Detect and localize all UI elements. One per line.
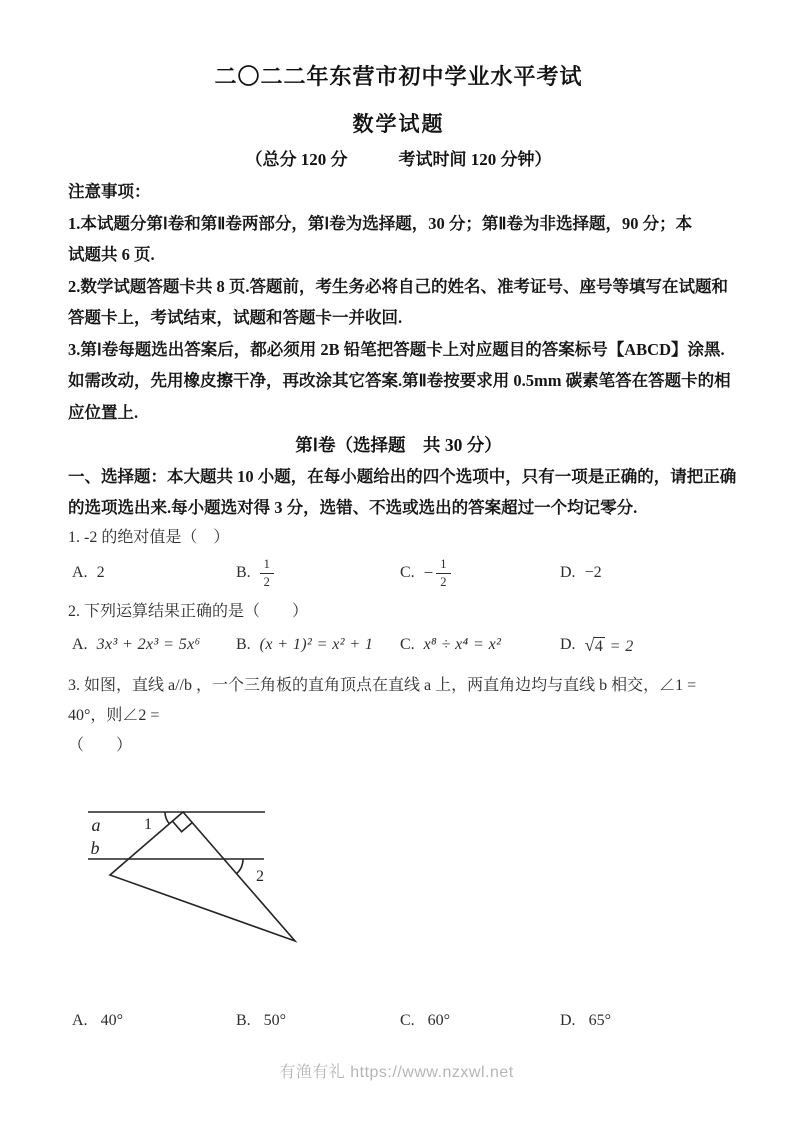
watermark-footer: 有渔有礼 https://www.nzxwl.net <box>279 1064 514 1081</box>
option-label: C. <box>400 636 415 653</box>
option-value: 2 <box>96 564 105 581</box>
triangle <box>110 812 295 941</box>
q2-option-d <box>560 635 729 656</box>
radicand: 4 <box>594 637 604 655</box>
minus-sign: − <box>423 563 434 582</box>
fraction-numerator: 1 <box>260 557 274 573</box>
notice-line: 答题卡上，考试结束，试题和答题卡一并收回. <box>68 308 403 327</box>
section1-intro <box>68 462 737 523</box>
q1-option-b <box>236 557 400 589</box>
option-formula: (x + 1)² = x² + 1 <box>259 636 374 653</box>
option-label: C. <box>400 1012 415 1029</box>
option-formula: 3x³ + 2x³ = 5x⁶ <box>96 636 201 653</box>
exam-info: （总分 120 分 考试时间 120 分钟） <box>245 150 552 169</box>
question1-stem: 1. -2 的绝对值是（ ） <box>68 529 230 546</box>
question1-options <box>68 553 729 593</box>
notice-line: 应位置上. <box>68 402 139 422</box>
formula-rest: = 2 <box>605 637 634 655</box>
question2-stem: 2. 下列运算结果正确的是（ ） <box>68 603 309 620</box>
q1-option-c <box>400 557 560 589</box>
q2-option-c <box>400 636 560 654</box>
notice-line: 2.数学试题答题卡共 8 页.答题前，考生务必将自己的姓名、准考证号、座号等填写在试题和 <box>68 276 728 296</box>
option-value: 60° <box>427 1012 451 1029</box>
intro-line: 的选项选出来.每小题选对得 3 分，选错、不选或选出的答案超过一个均记零分. <box>68 497 638 517</box>
label-line-a: a <box>91 815 101 835</box>
angle2-arc <box>236 859 243 874</box>
fraction <box>436 557 450 589</box>
option-value: −2 <box>584 564 602 581</box>
option-label: B. <box>236 1012 251 1029</box>
notice-line: 试题共 6 页. <box>68 245 155 264</box>
notice-heading: 注意事项： <box>68 182 151 201</box>
question2-options <box>68 629 729 661</box>
notice-line: 3.第Ⅰ卷每题选出答案后，都必须用 2B 铅笔把答题卡上对应题目的答案标号【ABCD】涂黑. <box>68 339 725 359</box>
option-label: A. <box>72 636 88 653</box>
q1-option-d <box>560 564 729 582</box>
question3-figure <box>80 796 320 956</box>
fraction <box>260 557 274 589</box>
section1-header: 第Ⅰ卷（选择题 共 30 分） <box>295 435 502 455</box>
label-line-b: b <box>90 838 100 858</box>
angle1-label: 1 <box>144 816 152 833</box>
q3-stem-line: （ ） <box>68 737 133 754</box>
angle1-arc <box>165 812 169 824</box>
q3-option-b <box>236 1012 400 1030</box>
q1-option-a <box>72 564 236 582</box>
option-label: B. <box>236 636 251 653</box>
right-angle-mark <box>172 821 192 832</box>
question3-options <box>68 1006 729 1036</box>
intro-line: 一、选择题：本大题共 10 小题，在每小题给出的四个选项中，只有一项是正确的，请把正确 <box>68 467 737 486</box>
notice-section <box>68 176 729 428</box>
q3-stem-line: 3. 如图，直线 a//b ，一个三角板的直角顶点在直线 a 上，两直角边均与直线 b 相交，∠1 = 40°，则∠2 = <box>68 677 697 724</box>
option-formula: x⁸ ÷ x⁴ = x² <box>423 636 502 653</box>
fraction-denominator: 2 <box>440 574 447 589</box>
q3-option-a <box>72 1012 236 1030</box>
option-label: B. <box>236 564 251 581</box>
q3-option-d <box>560 1012 729 1030</box>
option-value: 50° <box>263 1012 287 1029</box>
fraction-denominator: 2 <box>263 574 270 589</box>
option-label: D. <box>560 564 576 581</box>
option-label: A. <box>72 1012 88 1029</box>
notice-line: 如需改动，先用橡皮擦干净，再改涂其它答案.第Ⅱ卷按要求用 0.5mm 碳素笔答在答题卡的相 <box>68 371 731 390</box>
option-label: C. <box>400 564 415 581</box>
angle2-label: 2 <box>256 868 264 885</box>
page-title: 二〇二二年东营市初中学业水平考试 <box>214 64 583 89</box>
question3-stem <box>68 671 729 761</box>
page-subtitle: 数学试题 <box>352 112 445 136</box>
option-formula <box>585 635 634 656</box>
option-value: 40° <box>100 1012 123 1029</box>
q2-option-b <box>236 636 400 654</box>
q2-option-a <box>72 636 236 654</box>
option-label: A. <box>72 564 88 581</box>
option-value: 65° <box>588 1012 611 1029</box>
option-label: D. <box>560 1012 576 1029</box>
notice-line: 1.本试题分第Ⅰ卷和第Ⅱ卷两部分，第Ⅰ卷为选择题，30 分；第Ⅱ卷为非选择题，90 分；本 <box>68 213 693 233</box>
fraction-numerator: 1 <box>436 557 450 573</box>
option-label: D. <box>560 636 576 653</box>
q3-option-c <box>400 1012 560 1030</box>
radical-sign: √ <box>584 634 595 655</box>
